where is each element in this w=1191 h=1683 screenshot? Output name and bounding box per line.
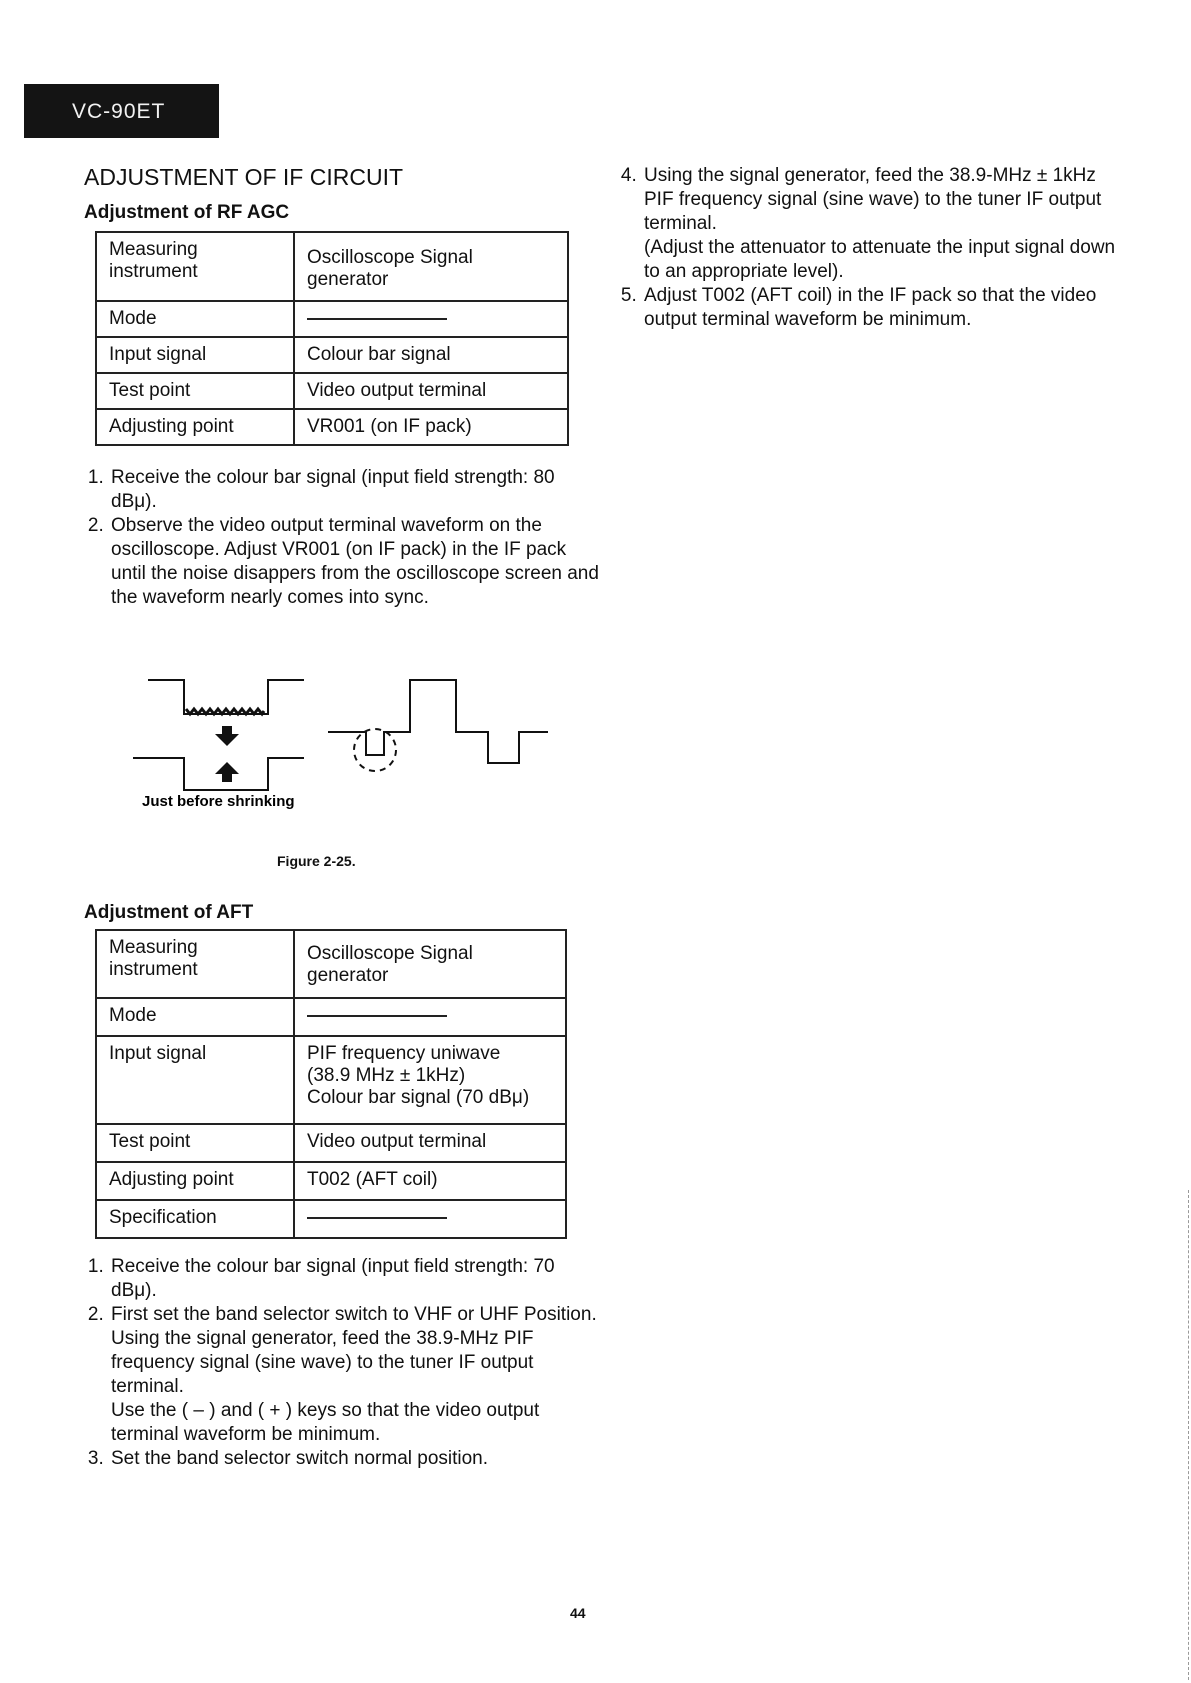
row-label: Test point xyxy=(96,373,294,409)
list-item xyxy=(642,164,1130,284)
table-row xyxy=(96,373,568,409)
empty-value-dash xyxy=(307,318,447,320)
model-badge: VC-90ET xyxy=(24,84,219,138)
waveform-figure xyxy=(120,660,560,830)
figure-caption: Figure 2-25. xyxy=(277,853,356,869)
table-row xyxy=(96,337,568,373)
row-label: Measuring instrument xyxy=(96,930,294,998)
table-row xyxy=(96,232,568,301)
list-item: 3. Set the band selector switch normal position. xyxy=(109,1447,603,1471)
table-row xyxy=(96,409,568,445)
aft-table xyxy=(95,929,567,1239)
figure-label: Just before shrinking xyxy=(142,793,295,810)
row-value: Oscilloscope Signal generator xyxy=(294,930,566,998)
row-label: Mode xyxy=(96,301,294,337)
step-line: 2. First set the band selector switch to VHF or UHF Position. xyxy=(111,1304,597,1325)
sync-waveform-trace xyxy=(328,680,548,763)
step-line: Use the ( – ) and ( + ) keys so that the video output terminal waveform be minimum. xyxy=(111,1400,540,1445)
input-signal-line: Colour bar signal (70 dBμ) xyxy=(307,1087,530,1108)
row-label: Adjusting point xyxy=(96,1162,294,1200)
table-row xyxy=(96,998,566,1036)
table-row xyxy=(96,930,566,998)
row-label: Input signal xyxy=(96,337,294,373)
row-label: Measuring instrument xyxy=(96,232,294,301)
step-line: (Adjust the attenuator to attenuate the input signal down to an appropriate level). xyxy=(644,237,1116,282)
dashed-highlight-circle xyxy=(354,729,396,771)
table-row xyxy=(96,1036,566,1124)
row-value xyxy=(294,998,566,1036)
aft-steps-right xyxy=(617,164,1130,332)
list-item: 1. Receive the colour bar signal (input field strength: 80 dBμ). xyxy=(109,466,603,514)
step-line: Using the signal generator, feed the 38.9-MHz PIF frequency signal (sine wave) to the tuner IF output terminal. xyxy=(111,1328,534,1397)
table-row xyxy=(96,1200,566,1238)
row-value: Video output terminal xyxy=(294,1124,566,1162)
section-title: ADJUSTMENT OF IF CIRCUIT xyxy=(84,164,404,190)
row-value: Oscilloscope Signal generator xyxy=(294,232,568,301)
row-value: Colour bar signal xyxy=(294,337,568,373)
table-row xyxy=(96,1162,566,1200)
row-label: Specification xyxy=(96,1200,294,1238)
aft-steps-left xyxy=(84,1255,603,1471)
input-signal-line: PIF frequency uniwave xyxy=(307,1043,501,1064)
page-number: 44 xyxy=(570,1605,586,1621)
empty-value-dash xyxy=(307,1015,447,1017)
row-value: T002 (AFT coil) xyxy=(294,1162,566,1200)
row-value: Video output terminal xyxy=(294,373,568,409)
empty-value-dash xyxy=(307,1217,447,1219)
list-item: 5. Adjust T002 (AFT coil) in the IF pack so that the video output terminal waveform be minimum. xyxy=(642,284,1130,332)
arrow-up-icon xyxy=(215,762,239,782)
row-label: Test point xyxy=(96,1124,294,1162)
aft-heading: Adjustment of AFT xyxy=(84,902,254,923)
row-value xyxy=(294,1036,566,1124)
table-row xyxy=(96,301,568,337)
row-value xyxy=(294,301,568,337)
scan-edge-line xyxy=(1188,1190,1189,1680)
table-row xyxy=(96,1124,566,1162)
list-item: 1. Receive the colour bar signal (input field strength: 70 dBμ). xyxy=(109,1255,603,1303)
row-value: VR001 (on IF pack) xyxy=(294,409,568,445)
list-item xyxy=(109,1303,603,1447)
step-line: 4. Using the signal generator, feed the 38.9-MHz ± 1kHz PIF frequency signal (sine wave) to the tuner IF output terminal. xyxy=(644,165,1102,234)
input-signal-line: (38.9 MHz ± 1kHz) xyxy=(307,1065,466,1086)
row-label: Input signal xyxy=(96,1036,294,1124)
rf-agc-table xyxy=(95,231,569,446)
row-label: Adjusting point xyxy=(96,409,294,445)
rf-agc-steps xyxy=(84,466,603,610)
rf-agc-heading: Adjustment of RF AGC xyxy=(84,202,290,223)
list-item: 2. Observe the video output terminal waveform on the oscilloscope. Adjust VR001 (on IF pack) in the IF pack until the noise disappers from the oscilloscope screen and the waveform nearly comes into sync. xyxy=(109,514,603,610)
row-value xyxy=(294,1200,566,1238)
arrow-down-icon xyxy=(215,726,239,746)
row-label: Mode xyxy=(96,998,294,1036)
